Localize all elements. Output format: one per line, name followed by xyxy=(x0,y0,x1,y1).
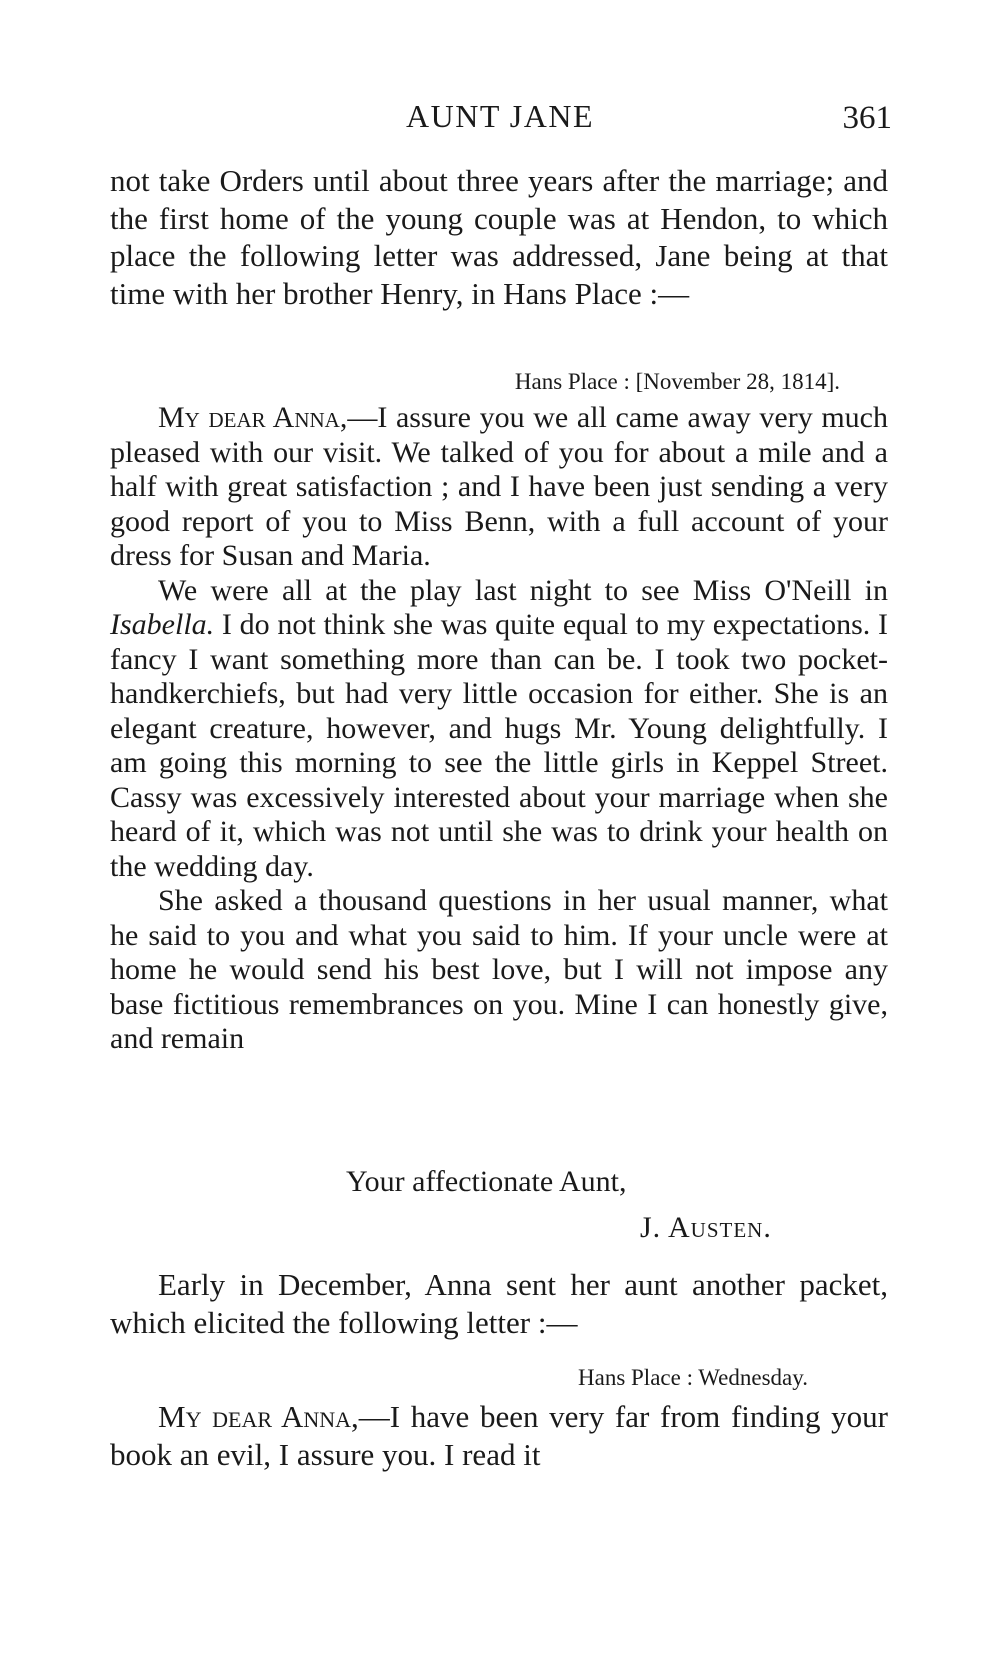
letter1-signature: J. Austen. xyxy=(640,1211,772,1244)
intro-paragraph-block xyxy=(110,162,888,312)
transition-paragraph-block xyxy=(110,1266,888,1341)
letter1-dateline: Hans Place : [November 28, 1814]. xyxy=(514,369,840,394)
letter2-body xyxy=(110,1398,888,1473)
letter1-paragraph-1 xyxy=(110,401,888,574)
play-title: Isabella. xyxy=(110,608,215,641)
transition-paragraph: Early in December, Anna sent her aunt another packet, which elicited the following letter :— xyxy=(110,1267,888,1340)
letter1-paragraph-2-start: We were all at the play last night to see Miss O'Neill in xyxy=(158,573,888,607)
letter1-paragraph-3: She asked a thousand questions in her usual manner, what he said to you and what you said to him. If your uncle were at home he would send his best love, but I will not impose any base fictitious remembrances on you. Mine I can honestly give, and remain xyxy=(110,884,888,1055)
running-head xyxy=(110,98,890,138)
page-number: 361 xyxy=(842,100,892,136)
letter1-salutation: My dear Anna, xyxy=(158,401,348,434)
letter1-paragraph-1-text: —I assure you we all came away very much pleased with our visit. We talked of you for about a mile and a half with great satisfaction ; and I have been just sending a very good report of you to Miss Benn, with a full account of your dress for Susan and Maria. xyxy=(110,401,889,572)
letter2-paragraph-1-text: —I have been very far from finding your book an evil, I assure you. I read it xyxy=(110,1399,888,1472)
letter1-closing: Your affectionate Aunt, xyxy=(346,1165,627,1198)
letter2-salutation: My dear Anna, xyxy=(158,1399,359,1434)
running-title: AUNT JANE xyxy=(405,98,594,134)
letter2-dateline: Hans Place : Wednesday. xyxy=(578,1365,808,1390)
letter1-body xyxy=(110,401,888,1057)
letter1-paragraph-2-end: I do not think she was quite equal to my expectations. I fancy I want something more than can be. I took two pocket-handkerchiefs, but had very little occasion for either. She is an elegant creature, however, and hugs Mr. Young delightfully. I am going this morning to see the little girls in Keppel Street. Cassy was excessively interested about your marriage when she heard of it, which was not until she was to drink your health on the wedding day. xyxy=(110,608,888,883)
letter1-paragraph-2 xyxy=(110,574,888,885)
intro-paragraph: not take Orders until about three years after the marriage; and the first home of the young couple was at Hendon, to which place the following letter was addressed, Jane being at that time with her brother Henry, in Hans Place :— xyxy=(110,163,888,311)
letter2-paragraph-1 xyxy=(110,1398,888,1473)
